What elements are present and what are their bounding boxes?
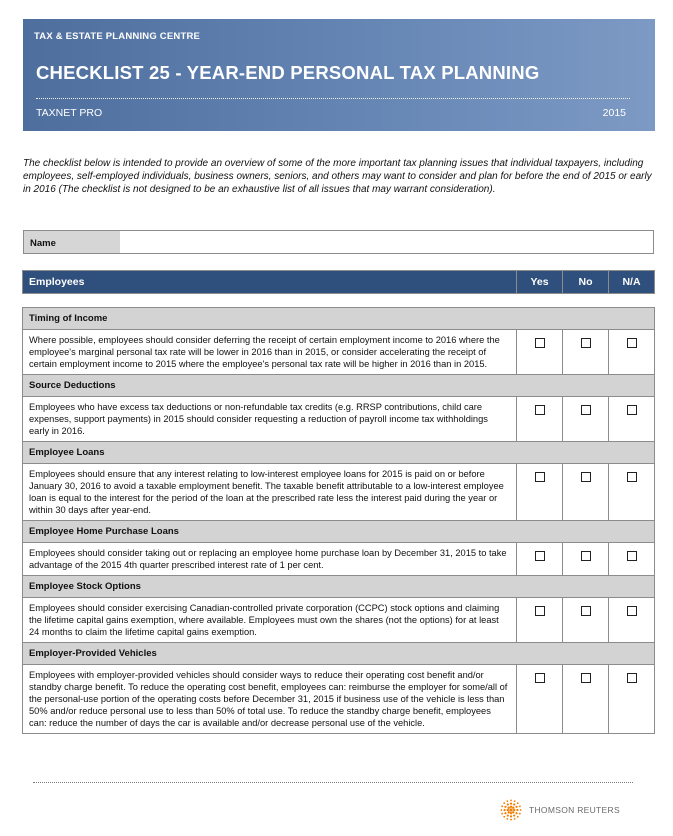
yes-checkbox[interactable] bbox=[535, 405, 545, 415]
table-spacer bbox=[23, 294, 655, 308]
no-column-heading: No bbox=[563, 271, 609, 294]
no-cell bbox=[563, 397, 609, 442]
no-cell bbox=[563, 543, 609, 576]
no-checkbox[interactable] bbox=[581, 472, 591, 482]
na-cell bbox=[609, 543, 655, 576]
section-header-row bbox=[23, 643, 655, 665]
checklist-item-row bbox=[23, 397, 655, 442]
checklist-item-text: Employees should ensure that any interest relating to low-interest employee loans for 2015 is paid on or before January 30, 2016 to avoid a taxable employment benefit. The taxable benefit attributable to a low-interest employee loan is equal to the interest for the period of the loan at the prescribed rate less the interest paid during the year or within 30 days after year-end. bbox=[23, 464, 517, 521]
section-title: Employee Home Purchase Loans bbox=[23, 521, 655, 543]
na-checkbox[interactable] bbox=[627, 472, 637, 482]
intro-paragraph: The checklist below is intended to provide an overview of some of the more important tax planning issues that individual taxpayers, including employees, self-employed individuals, business owners, seniors, and others may want to consider and plan for before the end of 2015 or early in 2016 (The checklist is not designed to be an exhaustive list of all issues that may warrant consideration). bbox=[23, 158, 652, 195]
na-cell bbox=[609, 397, 655, 442]
org-name: TAX & ESTATE PLANNING CENTRE bbox=[34, 31, 201, 42]
checklist-item-text: Where possible, employees should consider deferring the receipt of certain employment income to 2016 where the employee's marginal personal tax rate will be lower in 2016 than in 2015, or consider accelerating the receipt of certain employment income to 2015 where the employee's personal tax rate will be higher in 2016 than in 2015. bbox=[23, 330, 517, 375]
section-title: Source Deductions bbox=[23, 375, 655, 397]
footer-divider bbox=[33, 782, 633, 783]
yes-cell bbox=[517, 464, 563, 521]
yes-cell bbox=[517, 330, 563, 375]
section-header-row bbox=[23, 442, 655, 464]
checklist-item-row bbox=[23, 330, 655, 375]
yes-cell bbox=[517, 543, 563, 576]
section-header-row bbox=[23, 576, 655, 598]
section-title: Timing of Income bbox=[23, 308, 655, 330]
document-title: CHECKLIST 25 - YEAR-END PERSONAL TAX PLANNING bbox=[36, 62, 540, 83]
na-cell bbox=[609, 464, 655, 521]
yes-cell bbox=[517, 598, 563, 643]
na-checkbox[interactable] bbox=[627, 405, 637, 415]
name-label: Name bbox=[24, 231, 120, 253]
na-column-heading: N/A bbox=[609, 271, 655, 294]
no-cell bbox=[563, 330, 609, 375]
section-title: Employer-Provided Vehicles bbox=[23, 643, 655, 665]
checklist-item-text: Employees should consider exercising Canadian-controlled private corporation (CCPC) stock options and claiming the lifetime capital gains exemption, where available. Employees must own the shares (not the options) for at least 24 months to claim the lifetime capital gains exemption. bbox=[23, 598, 517, 643]
na-checkbox[interactable] bbox=[627, 338, 637, 348]
document-header bbox=[23, 19, 655, 131]
na-checkbox[interactable] bbox=[627, 606, 637, 616]
section-header-row bbox=[23, 375, 655, 397]
section-header-row bbox=[23, 521, 655, 543]
yes-checkbox[interactable] bbox=[535, 673, 545, 683]
na-checkbox[interactable] bbox=[627, 551, 637, 561]
checklist-item-row bbox=[23, 464, 655, 521]
yes-cell bbox=[517, 665, 563, 734]
no-checkbox[interactable] bbox=[581, 338, 591, 348]
header-divider bbox=[36, 98, 630, 99]
no-cell bbox=[563, 665, 609, 734]
thomson-reuters-logo bbox=[498, 797, 620, 823]
document-year: 2015 bbox=[602, 107, 626, 119]
no-checkbox[interactable] bbox=[581, 551, 591, 561]
checklist-item-row bbox=[23, 543, 655, 576]
yes-checkbox[interactable] bbox=[535, 338, 545, 348]
section-header-row bbox=[23, 308, 655, 330]
name-field[interactable] bbox=[120, 231, 653, 253]
na-checkbox[interactable] bbox=[627, 673, 637, 683]
thomson-reuters-logo-icon bbox=[498, 797, 524, 823]
checklist-item-text: Employees with employer-provided vehicles should consider ways to reduce their operating cost benefit and/or standby charge benefit. To reduce the operating cost benefit, employees can: reimburse the employer for some/all of the personal-use portion of the operating costs before December 31, 2015 if business use of the vehicle is less than 50% and/or reduce personal use to less than 50% of total use. To reduce the standby charge benefit, employees can: reduce the number of days the car is available and/or decrease personal use of the vehicle. bbox=[23, 665, 517, 734]
no-checkbox[interactable] bbox=[581, 673, 591, 683]
yes-column-heading: Yes bbox=[517, 271, 563, 294]
yes-checkbox[interactable] bbox=[535, 606, 545, 616]
no-cell bbox=[563, 598, 609, 643]
logo-text: THOMSON REUTERS bbox=[529, 805, 620, 815]
checklist-item-text: Employees should consider taking out or replacing an employee home purchase loan by December 31, 2015 to take advantage of the 2015 4th quarter prescribed interest rate of 1 per cent. bbox=[23, 543, 517, 576]
na-cell bbox=[609, 330, 655, 375]
yes-checkbox[interactable] bbox=[535, 472, 545, 482]
yes-cell bbox=[517, 397, 563, 442]
product-name: TAXNET PRO bbox=[36, 107, 103, 119]
name-row bbox=[23, 230, 654, 254]
checklist-item-row bbox=[23, 598, 655, 643]
checklist-table bbox=[22, 270, 655, 734]
no-cell bbox=[563, 464, 609, 521]
na-cell bbox=[609, 598, 655, 643]
section-title: Employee Loans bbox=[23, 442, 655, 464]
no-checkbox[interactable] bbox=[581, 606, 591, 616]
yes-checkbox[interactable] bbox=[535, 551, 545, 561]
checklist-item-row bbox=[23, 665, 655, 734]
table-header-row bbox=[23, 271, 655, 294]
no-checkbox[interactable] bbox=[581, 405, 591, 415]
employees-heading: Employees bbox=[23, 271, 517, 294]
na-cell bbox=[609, 665, 655, 734]
checklist-item-text: Employees who have excess tax deductions or non-refundable tax credits (e.g. RRSP contributions, child care expenses, support payments) in 2015 should consider requesting a reduction of payroll income tax withholdings early in 2016. bbox=[23, 397, 517, 442]
section-title: Employee Stock Options bbox=[23, 576, 655, 598]
